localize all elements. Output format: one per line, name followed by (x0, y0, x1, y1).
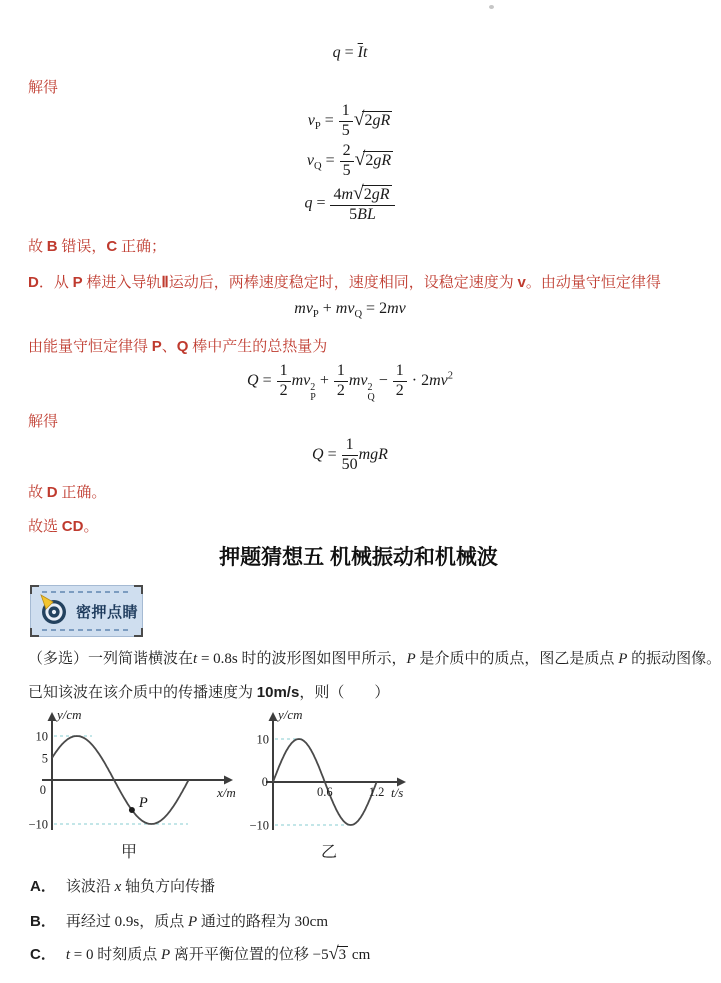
option-c-content: t = 0 时刻质点 P 离开平衡位置的位移 −5√3 cm (65, 943, 371, 963)
svg-text:0.6: 0.6 (316, 785, 333, 799)
svg-text:10: 10 (256, 732, 269, 747)
option-c (30, 943, 370, 964)
solution-step-d: D．从 P 棒进入导轨Ⅱ运动后，两棒速度稳定时，速度相同，设稳定速度为 v。由动量守恒定律得 (28, 274, 661, 291)
section-heading: 押题猜想五 机械振动和机械波 (219, 546, 498, 569)
option-b (30, 910, 328, 931)
badge-dash-top (42, 591, 131, 593)
page-artifact-dot (489, 5, 494, 9)
formula-vp: $v_P$ = $\frac{1}{5}$ √2gR (307, 102, 391, 139)
formula-vq: $v_Q$ = $\frac{2}{5}$ √2gR (306, 142, 392, 179)
vibration-graph-yi-canvas (249, 706, 423, 866)
formula-momentum: $mv_P + mv_Q = 2mv$ (294, 300, 406, 320)
solution-conclusion-d: 故 D 正确。 (28, 484, 107, 501)
svg-text:5: 5 (41, 751, 48, 766)
svg-text:甲: 甲 (120, 844, 138, 861)
svg-text:P: P (138, 795, 148, 811)
wave-graph-jia (30, 706, 245, 871)
badge-corner (134, 628, 143, 637)
wave-graph-jia-canvas (30, 706, 245, 866)
formula-heat: Q = $\frac{1}{2}$ mv 2 P + $\frac{1}{2}$ mv 2 Q − $\frac{1}{2}$ · $2mv^2$ (247, 362, 453, 404)
svg-text:10: 10 (35, 729, 48, 744)
formula-heat-result: Q = $\frac{1}{50}$ mgR (312, 436, 388, 473)
question-text-line-2: 已知该波在该介质中的传播速度为 10m/s，则（ ） (28, 684, 390, 701)
badge-dash-bottom (42, 629, 131, 631)
option-a (30, 875, 215, 896)
svg-text:乙: 乙 (320, 844, 338, 861)
svg-text:x/m: x/m (217, 785, 236, 800)
option-c-label: C． (30, 946, 56, 963)
badge-corner (30, 628, 39, 637)
svg-text:t/s: t/s (391, 785, 404, 800)
option-a-content: 该波沿 x 轴负方向传播 (65, 879, 216, 895)
option-b-content: 再经过 0.9s，质点 P 通过的路程为 30cm (65, 914, 328, 930)
solution-conclusion-bc: 故 B 错误，C 正确； (28, 238, 166, 255)
svg-text:0: 0 (261, 775, 268, 789)
option-b-label: B． (30, 913, 56, 930)
svg-text:0: 0 (39, 783, 46, 797)
svg-text:y/cm: y/cm (57, 707, 82, 722)
miya-badge (30, 585, 143, 637)
badge-corner (134, 585, 143, 594)
svg-text:−10: −10 (28, 817, 48, 832)
svg-text:y/cm: y/cm (278, 707, 303, 722)
formula-charge-result: q = $\frac{4m√2gR}{5BL}$ (0, 184, 700, 224)
option-a-label: A． (30, 878, 56, 895)
solution-step-solve-1: 解得 (28, 80, 59, 96)
badge-label: 密押点睛 (76, 603, 139, 621)
formula-charge: $q = \overline{I}t$ (332, 44, 368, 61)
target-dart-icon (38, 595, 70, 627)
svg-text:1.2: 1.2 (368, 785, 385, 799)
question-text-line-1: （多选）一列简谐横波在t = 0.8s 时的波形图如图甲所示，P 是介质中的质点，图乙是质点 P 的振动图像。 (28, 651, 721, 667)
vibration-graph-yi (249, 706, 423, 871)
svg-text:−10: −10 (249, 818, 269, 833)
badge-corner (30, 585, 39, 594)
solution-answer: 故选 CD。 (28, 518, 99, 535)
solution-step-energy: 由能量守恒定律得 P、Q 棒中产生的总热量为 (28, 338, 328, 355)
solution-step-solve-2: 解得 (28, 414, 59, 430)
